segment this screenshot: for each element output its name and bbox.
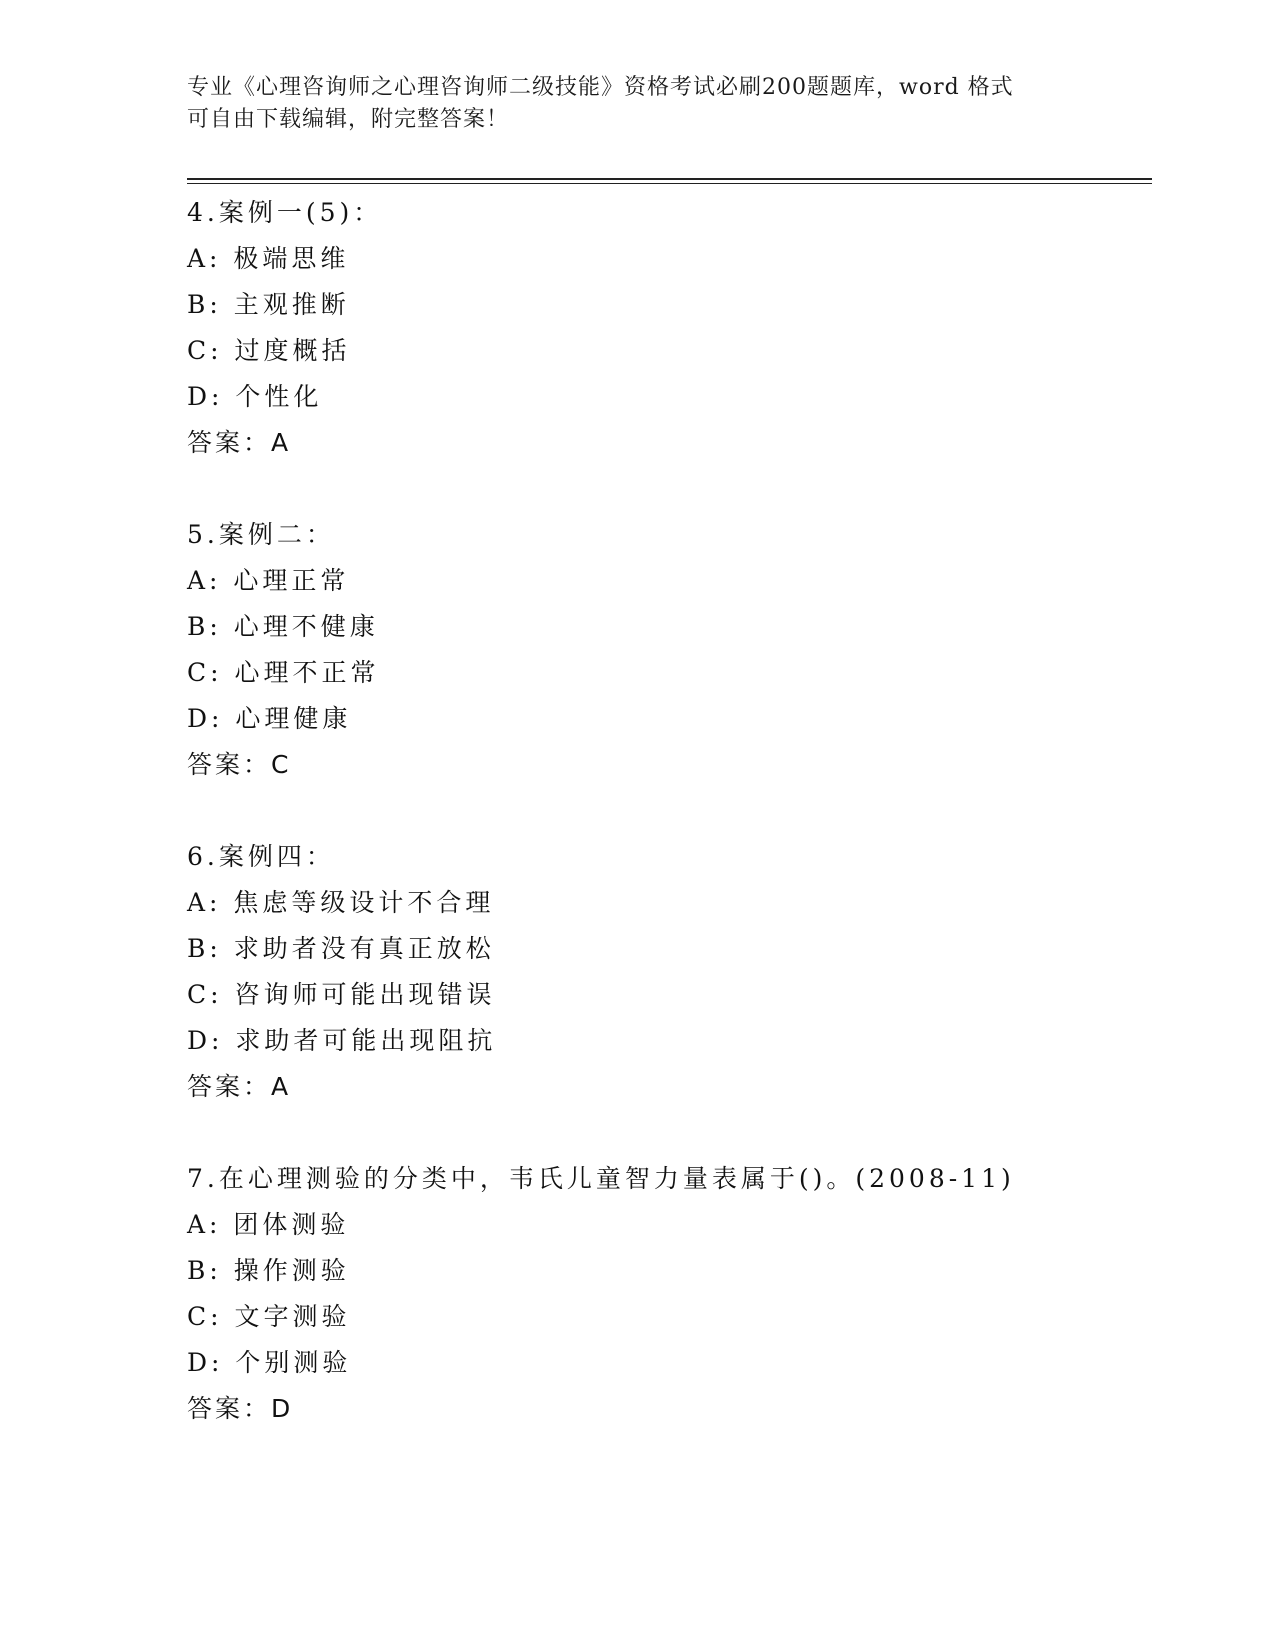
- option-b: B: 操作测验: [187, 1256, 350, 1285]
- answer-line: 答案：A: [187, 428, 292, 457]
- header-divider-thin: [187, 183, 1152, 184]
- question-item: [187, 512, 1147, 788]
- option-d: D: 个性化: [187, 382, 323, 411]
- option-c: C: 咨询师可能出现错误: [187, 980, 496, 1009]
- question-stem: 5.案例二：: [187, 520, 335, 549]
- header-divider-thick: [187, 178, 1152, 180]
- option-b: B: 主观推断: [187, 290, 350, 319]
- option-d: D: 心理健康: [187, 704, 352, 733]
- option-a: A: 焦虑等级设计不合理: [187, 888, 495, 917]
- option-d: D: 求助者可能出现阻抗: [187, 1026, 497, 1055]
- option-b: B: 求助者没有真正放松: [187, 934, 495, 963]
- option-d: D: 个别测验: [187, 1348, 352, 1377]
- header-line-2: 可自由下载编辑，附完整答案！: [187, 107, 510, 132]
- option-c: C: 文字测验: [187, 1302, 351, 1331]
- header-line-1: 专业《心理咨询师之心理咨询师二级技能》资格考试必刷200题题库，word 格式: [187, 75, 1014, 100]
- answer-line: 答案：C: [187, 750, 292, 779]
- option-c: C: 心理不正常: [187, 658, 380, 687]
- question-item: [187, 190, 1147, 466]
- question-item: [187, 1156, 1147, 1432]
- document-header: [187, 72, 1067, 136]
- question-stem: 6.案例四：: [187, 842, 335, 871]
- answer-line: 答案：D: [187, 1394, 294, 1423]
- option-c: C: 过度概括: [187, 336, 351, 365]
- question-stem: 7.在心理测验的分类中，韦氏儿童智力量表属于()。(2008-11): [187, 1164, 1015, 1193]
- option-a: A: 团体测验: [187, 1210, 350, 1239]
- option-a: A: 心理正常: [187, 566, 350, 595]
- option-b: B: 心理不健康: [187, 612, 379, 641]
- question-item: [187, 834, 1147, 1110]
- answer-line: 答案：A: [187, 1072, 292, 1101]
- question-stem: 4.案例一(5)：: [187, 198, 383, 227]
- option-a: A: 极端思维: [187, 244, 350, 273]
- question-list: [187, 190, 1147, 1478]
